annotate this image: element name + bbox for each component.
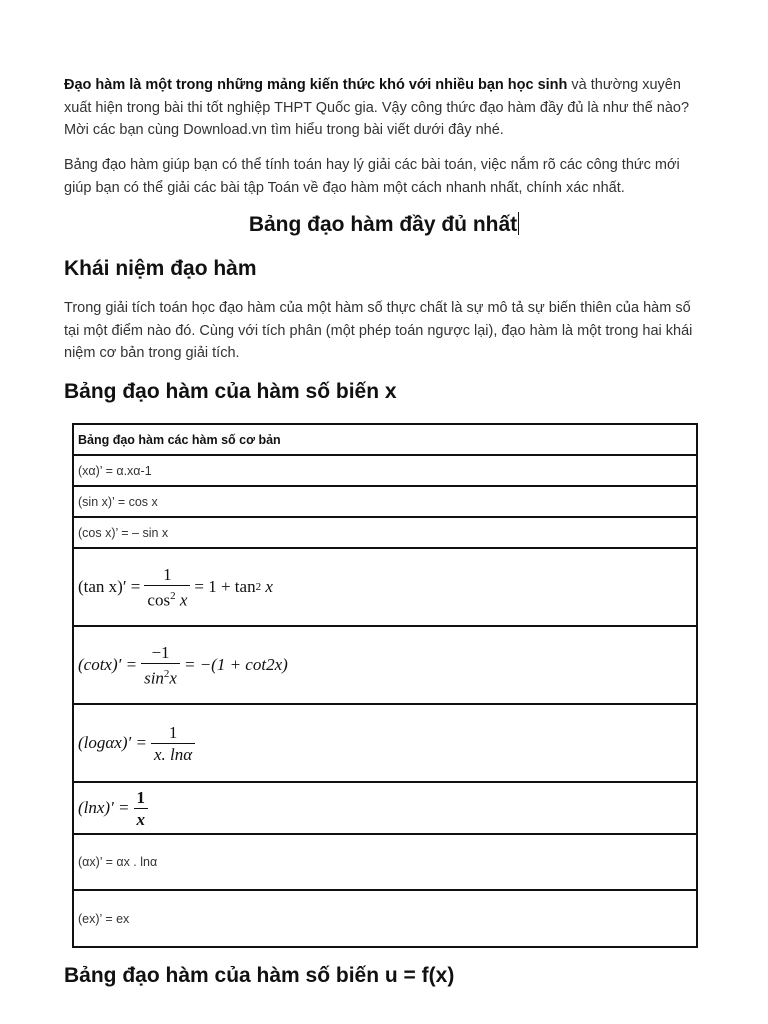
ln-fraction (134, 788, 149, 829)
derivative-table (72, 423, 698, 948)
log-fraction (151, 723, 195, 764)
table-row (73, 486, 697, 517)
formula-sin: (sin x)’ = cos x (73, 486, 697, 517)
page-title-text: Bảng đạo hàm đầy đủ nhất (248, 213, 518, 236)
section-heading-variable-x: Bảng đạo hàm của hàm số biến x (64, 380, 397, 403)
concept-paragraph: Trong giải tích toán học đạo hàm của một hàm số thực chất là sự mô tả sự biến thiên của hàm số tại một điểm nào đó. Cùng với tích phân (một phép toán ngược lại), đạo hàm là một trong hai khái niệm cơ bản trong giải tích. (64, 300, 693, 361)
table-row (73, 834, 697, 890)
tan-den-var: x (179, 590, 188, 610)
formula-ln (73, 782, 697, 834)
log-lhs: (logαx)′ = (78, 733, 147, 752)
formula-tan (73, 548, 697, 626)
tan-den-base: cos (147, 590, 171, 610)
tan-numerator: 1 (163, 564, 172, 584)
tan-den-exp: 2 (170, 589, 176, 602)
text-cursor (518, 212, 519, 235)
section-heading-variable-u: Bảng đạo hàm của hàm số biến u = f(x) (64, 964, 455, 987)
log-denominator: x. lnα (151, 743, 195, 764)
formula-cos: (cos x)’ = – sin x (73, 517, 697, 548)
ln-lhs: (lnx)′ = (78, 798, 130, 817)
table-header-cell: Bảng đạo hàm các hàm số cơ bản (73, 424, 697, 455)
tan-fraction (144, 565, 190, 610)
tan-rhs-exp: 2 (255, 581, 262, 593)
cot-numerator: −1 (151, 642, 170, 662)
math-log (78, 723, 199, 764)
tan-rhs-var: x (265, 577, 273, 596)
formula-exponential-a: (αx)’ = αx . lnα (73, 834, 697, 890)
table-row (73, 455, 697, 486)
cot-lhs: (cotx)′ = (78, 655, 138, 674)
formula-cot (73, 626, 697, 704)
table-row (73, 424, 697, 455)
cot-den-base: sin (144, 668, 164, 688)
table-row (73, 626, 697, 704)
intro-bold-text: Đạo hàm là một trong những mảng kiến thức khó với nhiều bạn học sinh (64, 77, 568, 93)
cot-denominator (141, 663, 180, 688)
table-row (73, 782, 697, 834)
description-paragraph: Bảng đạo hàm giúp bạn có thể tính toán hay lý giải các bài toán, việc nắm rõ các công thức mới giúp bạn có thể giải các bài tập Toán về đạo hàm một cách nhanh nhất, chính xác nhất. (64, 157, 680, 196)
table-row (73, 704, 697, 782)
ln-numerator: 1 (136, 787, 146, 807)
section-heading-concept: Khái niệm đạo hàm (64, 257, 257, 280)
log-numerator: 1 (168, 722, 178, 742)
intro-paragraph (64, 74, 704, 142)
math-ln (78, 788, 152, 829)
cot-fraction (141, 643, 180, 688)
table-row (73, 890, 697, 947)
page-title (0, 212, 768, 237)
cot-den-exp: 2 (163, 667, 170, 680)
formula-exponential-e: (ex)’ = ex (73, 890, 697, 947)
ln-denominator: x (134, 808, 149, 829)
table-row (73, 517, 697, 548)
math-cot (78, 643, 288, 688)
cot-rhs: = −(1 + cot2x) (183, 655, 288, 674)
tan-rhs: = 1 + tan (194, 577, 256, 596)
formula-power: (xα)’ = α.xα-1 (73, 455, 697, 486)
tan-denominator (144, 585, 190, 610)
table-row (73, 548, 697, 626)
intro-text: và thường xuyên xuất hiện trong bài thi tốt nghiệp THPT Quốc gia. Vậy công thức đạo hàm đầy đủ là như thế nào? Mời các bạn cùng Download.vn tìm hiểu trong bài viết dưới đây nhé. (64, 77, 690, 138)
math-tan (78, 565, 273, 610)
tan-lhs: (tan x)′ = (78, 577, 141, 596)
formula-log (73, 704, 697, 782)
cot-den-var: x (169, 668, 177, 688)
